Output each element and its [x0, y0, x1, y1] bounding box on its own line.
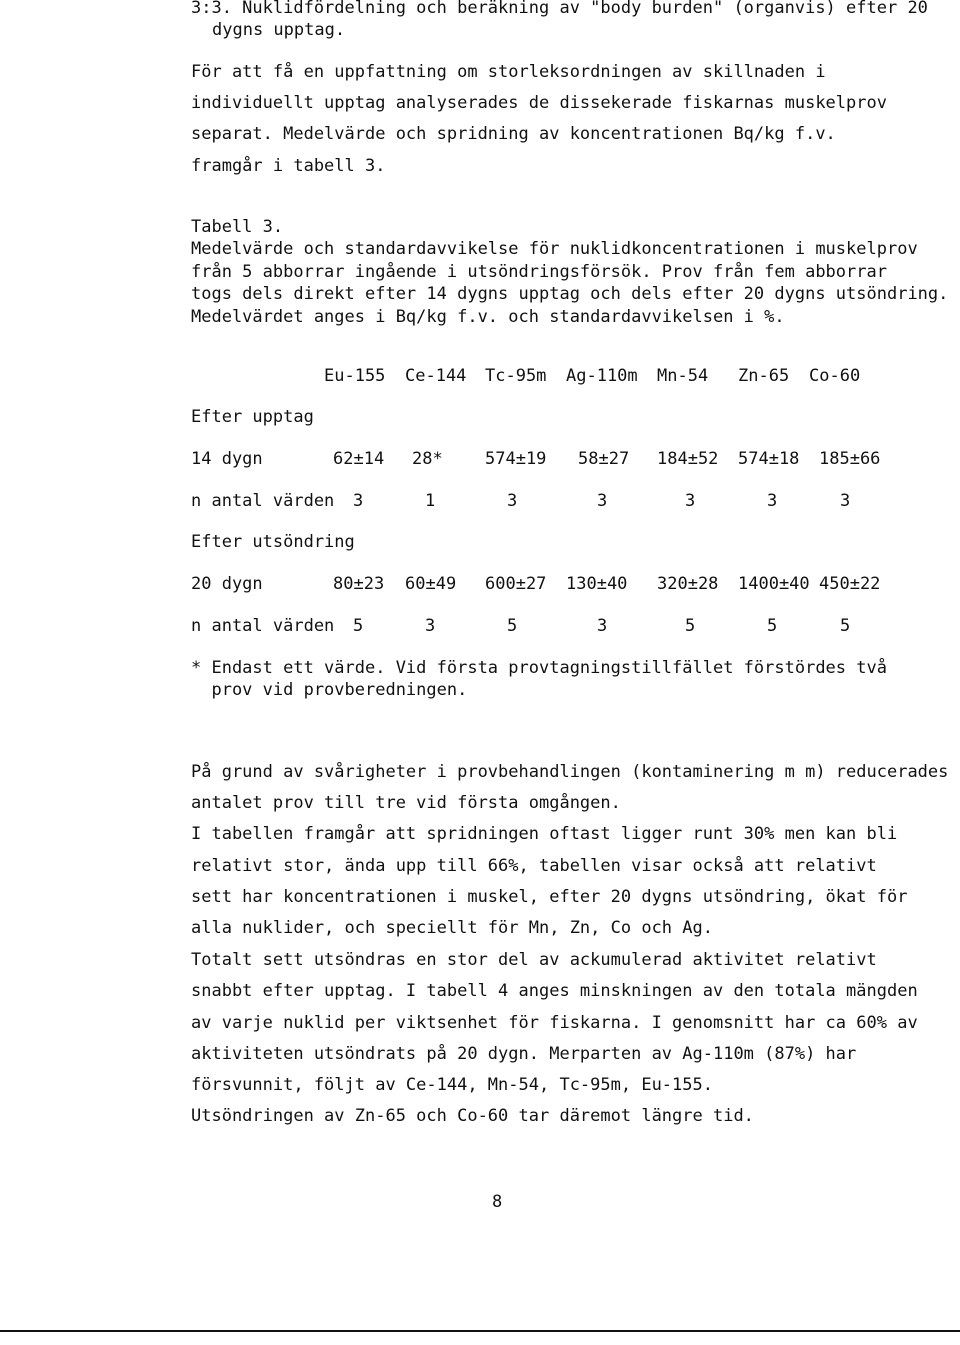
table-cell: 5 [353, 616, 364, 636]
column-header: Ce-144 [405, 366, 467, 386]
table-cell: 574±18 [738, 449, 800, 469]
table-cell: 62±14 [333, 449, 385, 469]
table-cell: 5 [507, 616, 518, 636]
column-header: Zn-65 [738, 366, 790, 386]
body-line: sett har koncentrationen i muskel, efter 20 dygns utsöndring, ökat för [191, 887, 908, 907]
group-label: Efter utsöndring [191, 532, 355, 552]
table-cell: 3 [353, 491, 364, 511]
body-line: aktiviteten utsöndrats på 20 dygn. Merparten av Ag-110m (87%) har [191, 1044, 857, 1064]
table-cell: 3 [597, 616, 608, 636]
body-line: försvunnit, följt av Ce-144, Mn-54, Tc-95m, Eu-155. [191, 1075, 713, 1095]
table-cell: 1 [425, 491, 436, 511]
body-line: av varje nuklid per viktsenhet för fiskarna. I genomsnitt har ca 60% av [191, 1013, 918, 1033]
table-cell: 3 [507, 491, 518, 511]
table-cell: 450±22 [819, 574, 881, 594]
table-cell: 3 [767, 491, 778, 511]
table-caption-line: Medelvärde och standardavvikelse för nuklidkoncentrationen i muskelprov [191, 239, 918, 259]
body-line: alla nuklider, och speciellt för Mn, Zn, Co och Ag. [191, 918, 713, 938]
table-cell: 5 [685, 616, 696, 636]
section-heading-line-2: dygns upptag. [212, 20, 346, 40]
table-caption-title: Tabell 3. [191, 217, 284, 237]
table-cell: 320±28 [657, 574, 719, 594]
column-header: Mn-54 [657, 366, 709, 386]
table-cell: 3 [840, 491, 851, 511]
column-header: Co-60 [809, 366, 861, 386]
body-line: På grund av svårigheter i provbehandlingen (kontaminering m m) reducerades [191, 762, 949, 782]
table-cell: 28* [412, 449, 443, 469]
table-cell: 185±66 [819, 449, 881, 469]
column-header: Tc-95m [485, 366, 547, 386]
group-label: Efter upptag [191, 407, 314, 427]
intro-line: framgår i tabell 3. [191, 156, 386, 176]
column-header: Ag-110m [566, 366, 638, 386]
table-cell: 5 [767, 616, 778, 636]
intro-line: individuellt upptag analyserades de dissekerade fiskarnas muskelprov [191, 93, 887, 113]
table-cell: 600±27 [485, 574, 547, 594]
row-label: n antal värden [191, 491, 335, 511]
section-heading-line-1: 3:3. Nuklidfördelning och beräkning av "body burden" (organvis) efter 20 [191, 0, 928, 18]
body-line: Totalt sett utsöndras en stor del av ackumulerad aktivitet relativt [191, 950, 877, 970]
bottom-rule [0, 1330, 960, 1332]
intro-line: separat. Medelvärde och spridning av koncentrationen Bq/kg f.v. [191, 124, 836, 144]
table-cell: 130±40 [566, 574, 628, 594]
table-caption-line: från 5 abborrar ingående i utsöndringsförsök. Prov från fem abborrar [191, 262, 887, 282]
body-line: Utsöndringen av Zn-65 och Co-60 tar däremot längre tid. [191, 1106, 754, 1126]
table-cell: 3 [425, 616, 436, 636]
body-line: relativt stor, ända upp till 66%, tabellen visar också att relativt [191, 856, 877, 876]
body-line: snabbt efter upptag. I tabell 4 anges minskningen av den totala mängden [191, 981, 918, 1001]
table-cell: 60±49 [405, 574, 457, 594]
table-cell: 3 [597, 491, 608, 511]
table-cell: 80±23 [333, 574, 385, 594]
table-cell: 574±19 [485, 449, 547, 469]
table-cell: 5 [840, 616, 851, 636]
table-caption-line: togs dels direkt efter 14 dygns upptag och dels efter 20 dygns utsöndring. [191, 284, 949, 304]
row-label: 20 dygn [191, 574, 263, 594]
row-label: n antal värden [191, 616, 335, 636]
nuclide-table [0, 0, 960, 660]
table-cell: 58±27 [578, 449, 630, 469]
column-header: Eu-155 [324, 366, 386, 386]
table-caption-line: Medelvärdet anges i Bq/kg f.v. och standardavvikelsen i %. [191, 307, 785, 327]
table-cell: 3 [685, 491, 696, 511]
footnote-line: * Endast ett värde. Vid första provtagningstillfället förstördes två [191, 658, 887, 678]
page-number: 8 [492, 1192, 503, 1212]
table-cell: 184±52 [657, 449, 719, 469]
body-line: I tabellen framgår att spridningen oftast ligger runt 30% men kan bli [191, 824, 898, 844]
footnote-line: prov vid provberedningen. [191, 680, 468, 700]
body-line: antalet prov till tre vid första omgången. [191, 793, 621, 813]
table-cell: 1400±40 [738, 574, 810, 594]
intro-line: För att få en uppfattning om storleksordningen av skillnaden i [191, 62, 826, 82]
row-label: 14 dygn [191, 449, 263, 469]
